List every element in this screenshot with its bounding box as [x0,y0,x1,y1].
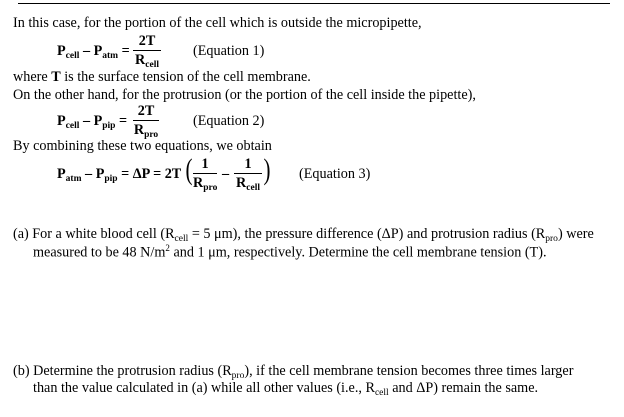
equation-3-lhs: $P_{atm} - P_{pip} = \Delta P = 2T$ [57,166,182,184]
where-text: where T is the surface tension of the cell membrane. [13,69,311,85]
equation-1-fraction: 2T $R_{cell}$ [133,34,161,68]
top-rule [18,3,610,4]
intro-text: In this case, for the portion of the cell which is outside the micropipette, [13,15,422,31]
question-b-line-2: than the value calculated in (a) while all other values (i.e., $R_{cell}$ and ΔP) remain the same. [33,380,539,398]
question-b-line-1: (b) Determine the protrusion radius $(R_{pro})$, if the cell membrane tension becomes three times larger [13,363,574,381]
other-hand-text: On the other hand, for the protrusion (or the portion of the cell inside the pipette), [13,87,476,103]
equation-2-fraction: 2T $R_{pro}$ [133,103,159,141]
equation-1-label: (Equation 1) [193,43,265,59]
equation-3-minus: – [222,166,230,182]
equation-2-label: (Equation 2) [193,113,265,129]
question-a-line-2: measured to be 48 $N/m^2$ and 1 μm, respectively. Determine the cell membrane tension (T). [33,243,547,261]
left-parenthesis: ( [185,153,193,186]
right-parenthesis: ) [263,153,271,186]
question-a-line-1: (a) For a white blood cell ($R_{cell} = 5$ μm), the pressure difference (ΔP) and protrusion radius $(R_{pro})$ were [13,226,594,244]
equation-1-lhs: $P_{cell} - P_{atm}$ = [57,43,130,61]
combine-text: By combining these two equations, we obtain [13,138,272,154]
equation-3-fraction-1: 1 $R_{pro}$ [193,156,218,194]
equation-3-fraction-2: 1 $R_{cell}$ [234,157,262,191]
equation-3-label: (Equation 3) [299,166,371,182]
equation-2-lhs: $P_{cell} - P_{pip}$ = [57,113,128,131]
